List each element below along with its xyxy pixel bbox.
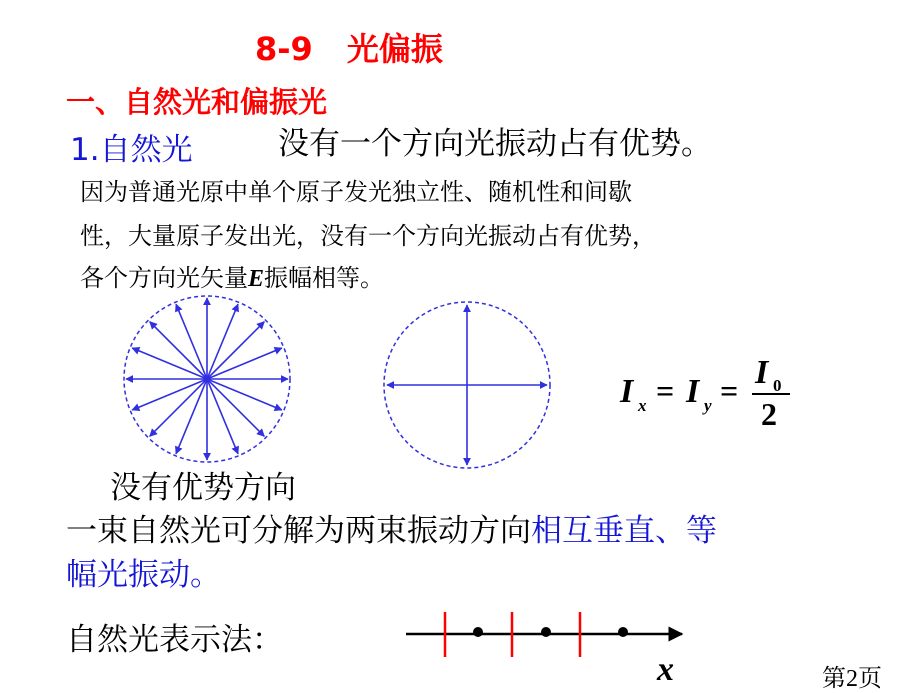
page-number: 第2页 [822, 666, 882, 692]
vector-arrow [207, 379, 264, 436]
vector-arrow [150, 379, 207, 436]
diagram-caption: 没有优势方向 [110, 470, 296, 506]
section-heading: 一、自然光和偏振光 [66, 85, 328, 119]
subsection-label: 1.自然光 [70, 132, 193, 168]
formula-symbol: I [686, 373, 700, 410]
intensity-formula [619, 354, 790, 432]
decomposition-highlight: 幅光振动。 [66, 557, 221, 593]
formula-equals: = [656, 373, 675, 409]
paragraph-text: 各个方向光矢量 [80, 264, 248, 292]
formula-equals: = [720, 373, 739, 409]
notation-diagram [406, 612, 682, 688]
vector-arrow [207, 322, 264, 379]
formula-symbol: I [620, 373, 634, 410]
paragraph-line: 因为普通光原中单个原子发光独立性、随机性和间歇 [80, 178, 632, 206]
dot-vibration-mark [618, 627, 628, 637]
dot-vibration-mark [473, 627, 483, 637]
decomposition-highlight: 相互垂直、等 [531, 513, 717, 549]
vector-arrow [150, 322, 207, 379]
formula-denominator: 2 [761, 396, 777, 432]
formula-subscript: 0 [773, 376, 782, 395]
notation-label: 自然光表示法： [66, 622, 283, 658]
title-text: 光偏振 [346, 30, 443, 68]
formula-subscript: y [704, 396, 712, 415]
paragraph-text: 振幅相等。 [264, 264, 385, 292]
dot-vibration-mark [541, 627, 551, 637]
paragraph-line: 性，大量原子发出光，没有一个方向光振动占有优势， [80, 222, 656, 250]
decomposition-line [66, 505, 717, 550]
section-number: 8-9 [255, 30, 313, 68]
axis-label: x [657, 651, 674, 688]
formula-numerator: I [755, 354, 769, 391]
cross-diagram [384, 302, 550, 468]
subsection-description: 没有一个方向光振动占有优势。 [278, 126, 712, 162]
decomposition-text: 一束自然光可分解为两束振动方向 [66, 513, 531, 549]
vector-symbol: E [248, 266, 265, 292]
starburst-diagram [124, 296, 290, 462]
formula-subscript: x [638, 396, 647, 415]
